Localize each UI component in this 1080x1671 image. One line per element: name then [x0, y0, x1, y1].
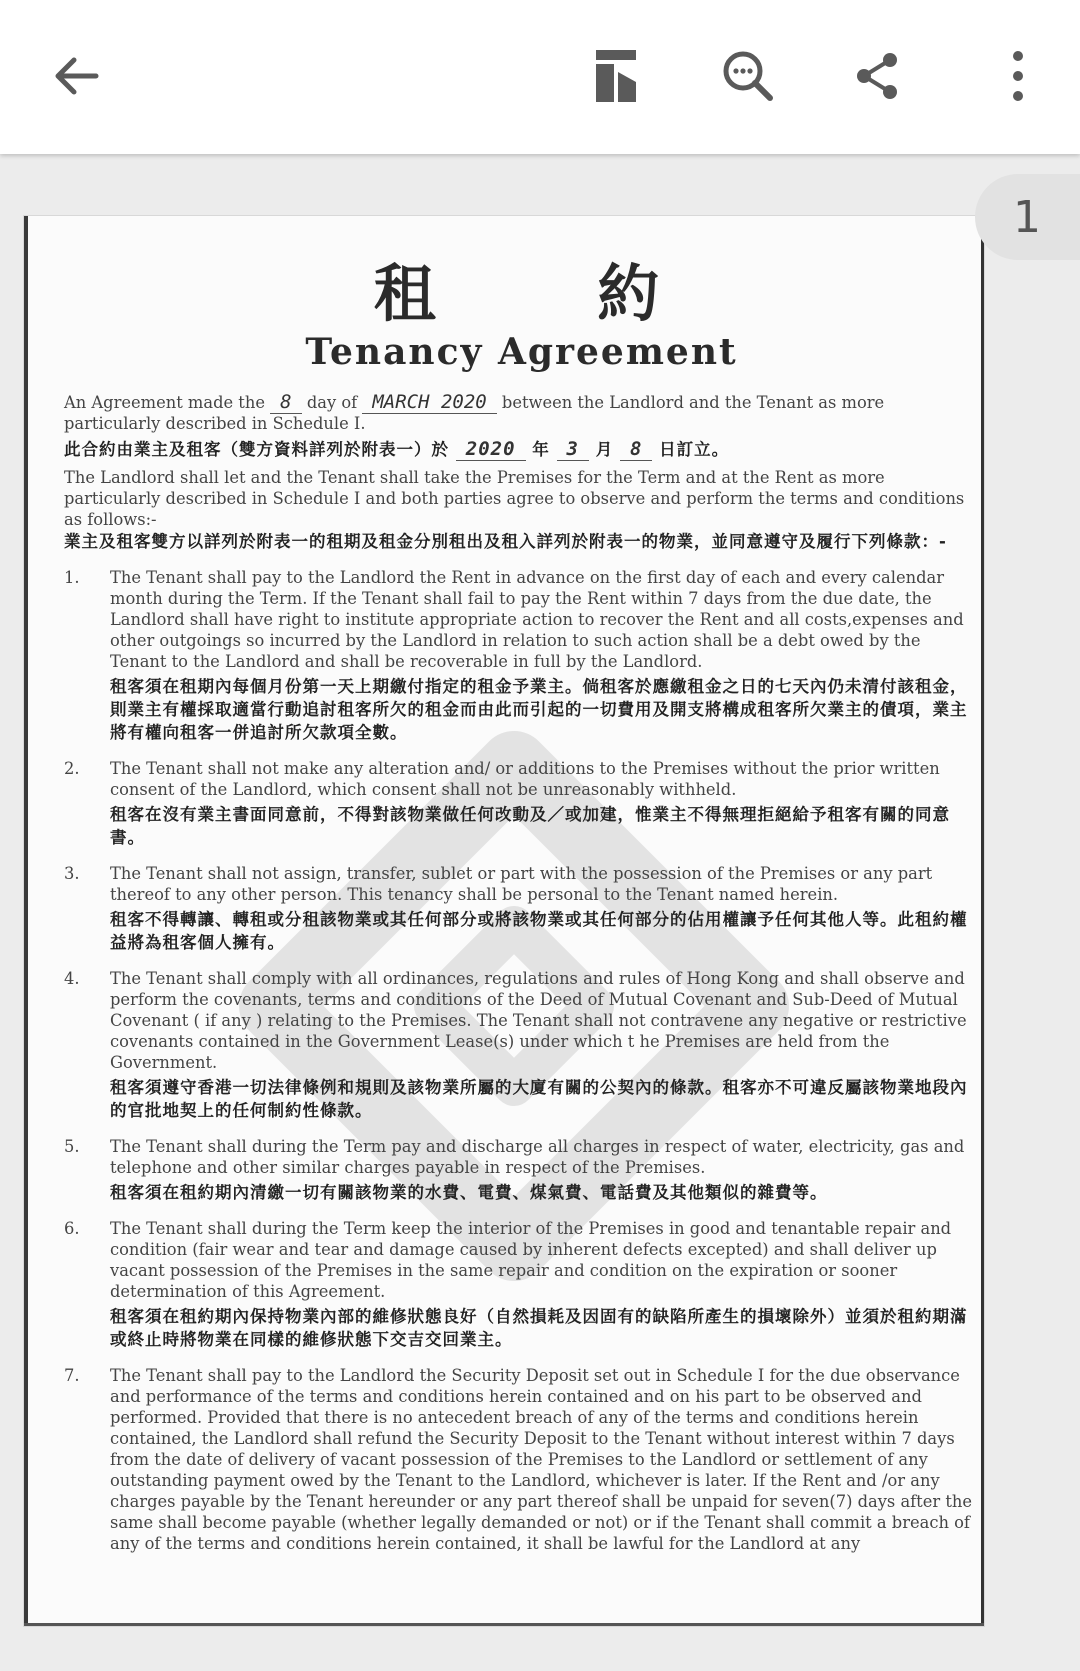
- clause-4: [64, 968, 979, 1122]
- day-handwritten: 8: [270, 391, 301, 414]
- clause-text-zh: 租客須在租約期內保持物業內部的維修狀態良好（自然損耗及因固有的缺陷所產生的損壞除外）並須於租約期滿或終止時將物業在同樣的維修狀態下交吉交回業主。: [110, 1307, 968, 1349]
- page-number-indicator: 1: [975, 174, 1080, 260]
- back-button[interactable]: [40, 40, 112, 112]
- share-icon: [850, 48, 906, 104]
- reader-mode-icon: [594, 48, 638, 104]
- clause-text-en: The Tenant shall during the Term pay and discharge all charges in respect of water, electricity, gas and telephone and other similar charges payable in respect of the Premises.: [110, 1137, 965, 1177]
- preamble-en: The Landlord shall let and the Tenant shall take the Premises for the Term and at the Rent as more particularly described in Schedule I and both parties agree to observe and perform the terms and conditions as follows:-: [64, 468, 965, 529]
- arrow-left-icon: [48, 48, 104, 104]
- clause-2: [64, 758, 979, 849]
- clause-text-en: The Tenant shall comply with all ordinances, regulations and rules of Hong Kong and shall observe and perform the covenants, terms and conditions of the Deed of Mutual Covenant and Sub-Deed of Mutual Covenant ( if any ) relating to the Premises. The Tenant shall not contravene any negative or restrictive covenants contained in the Government Lease(s) under which t he Premises are held from the Government.: [110, 969, 967, 1072]
- preamble-zh: 業主及租客雙方以詳列於附表一的租期及租金分別租出及租入詳列於附表一的物業，並同意遵守及履行下列條款：-: [64, 532, 947, 551]
- clause-7: [64, 1365, 979, 1554]
- clause-number: 4.: [64, 969, 80, 988]
- clause-1: [64, 567, 979, 744]
- document-page: [24, 216, 984, 1626]
- zoom-button[interactable]: [712, 40, 784, 112]
- clause-3: [64, 863, 979, 954]
- more-options-button[interactable]: [982, 40, 1054, 112]
- zoom-search-icon: [720, 48, 776, 104]
- clause-text-en: The Tenant shall during the Term keep the interior of the Premises in good and tenantable repair and condition (fair wear and tear and damage caused by inherent defects excepted) and shall deliver up vacant possession of the Premises in the same repair and condition on the expiration or sooner determination of this Agreement.: [110, 1219, 952, 1301]
- clause-5: [64, 1136, 979, 1204]
- clause-text-en: The Tenant shall not assign, transfer, sublet or part with the possession of the Premises or any part thereof to any other person. This tenancy shall be personal to the Tenant named herein.: [110, 864, 933, 904]
- clause-text-zh: 租客須遵守香港一切法律條例和規則及該物業所屬的大廈有關的公契內的條款。租客亦不可違反屬該物業地段內的官批地契上的任何制約性條款。: [110, 1078, 968, 1120]
- month-zh-handwritten: 3: [557, 438, 589, 461]
- clause-text-zh: 租客須在租約期內清繳一切有關該物業的水費、電費、煤氣費、電話費及其他類似的雜費等。: [110, 1183, 828, 1202]
- clause-number: 6.: [64, 1219, 80, 1238]
- clause-text-en: The Tenant shall pay to the Landlord the Security Deposit set out in Schedule I for the due observance and performance of the terms and conditions herein contained and on his part to be observed and performed. Provided that there is no antecedent breach of any of the terms and conditions herein contained, the Landlord shall refund the Security Deposit to the Tenant without interest within 7 days from the date of delivery of vacant possession of the Premises to the Landlord or settlement of any outstanding payment owed by the Tenant to the Landlord, whichever is later. If the Rent and /or any charges payable by the Tenant hereunder or any part thereof shall be unpaid for seven(7) days after the same shall become payable (whether legally demanded or not) or if the Tenant shall commit a breach of any of the terms and conditions herein contained, it shall be lawful for the Landlord at any: [110, 1366, 972, 1553]
- more-vert-icon: [1008, 48, 1028, 104]
- clause-number: 1.: [64, 568, 80, 587]
- date-zh-handwritten: 8: [620, 438, 652, 461]
- clause-number: 2.: [64, 759, 80, 778]
- clause-number: 5.: [64, 1137, 80, 1156]
- year-zh-handwritten: 2020: [456, 438, 526, 461]
- month-handwritten: MARCH 2020: [362, 391, 496, 414]
- clause-text-zh: 租客不得轉讓、轉租或分租該物業或其任何部分或將該物業或其任何部分的佔用權讓予任何其他人等。此租約權益將為租客個人擁有。: [110, 910, 968, 952]
- document-title-zh: 租 約: [373, 257, 730, 330]
- app-bar: [0, 0, 1080, 154]
- clause-number: 7.: [64, 1366, 80, 1385]
- share-button[interactable]: [842, 40, 914, 112]
- clause-text-en: The Tenant shall not make any alteration and/ or additions to the Premises without the prior written consent of the Landlord, which consent shall not be unreasonably withheld.: [110, 759, 940, 799]
- clause-number: 3.: [64, 864, 80, 883]
- reader-mode-button[interactable]: [580, 40, 652, 112]
- clause-text-zh: 租客須在租期內每個月份第一天上期繳付指定的租金予業主。倘租客於應繳租金之日的七天內仍未清付該租金，則業主有權採取適當行動追討租客所欠的租金而由此而引起的一切費用及開支將構成租客所欠業主的債項，業主將有權向租客一併追討所欠款項全數。: [110, 677, 968, 742]
- intro-en: An Agreement made the 8 day of MARCH 2020 between the Landlord and the Tenant as more particularly described in Schedule I.: [64, 391, 885, 433]
- document-title-en: Tenancy Agreement: [305, 331, 738, 373]
- clause-text-en: The Tenant shall pay to the Landlord the Rent in advance on the first day of each and every calendar month during the Term. If the Tenant shall fail to pay the Rent within 7 days from the due date, the Landlord shall have right to institute appropriate action to recover the Rent and all costs,expenses and other outgoings so incurred by the Landlord in relation to such action shall be a debt owed by the Tenant to the Landlord and shall be recoverable in full by the Landlord.: [110, 568, 964, 671]
- clause-text-zh: 租客在沒有業主書面同意前，不得對該物業做任何改動及／或加建，惟業主不得無理拒絕給予租客有關的同意書。: [110, 805, 950, 847]
- clause-6: [64, 1218, 979, 1351]
- document-content: [64, 258, 979, 1554]
- intro-zh: 此合約由業主及租客（雙方資料詳列於附表一）於 2020 年 3 月 8 日訂立。: [64, 438, 730, 460]
